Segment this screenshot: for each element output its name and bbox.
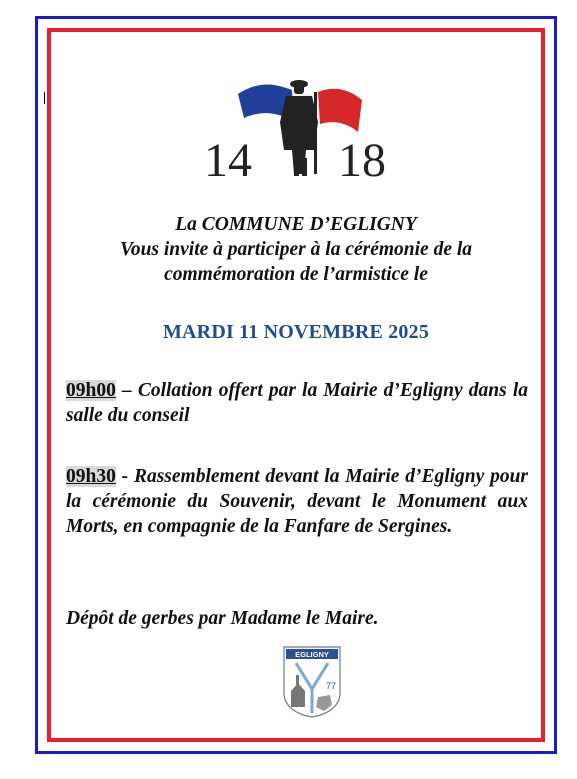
egligny-coat-of-arms-logo xyxy=(282,645,342,719)
event-date: MARDI 11 NOVEMBRE 2025 xyxy=(162,321,430,343)
event-separator-1: – xyxy=(115,380,138,401)
year-left: 14 xyxy=(204,134,252,182)
heading-line-3: commémoration de l’armistice le xyxy=(164,264,428,285)
armistice-1418-emblem xyxy=(202,74,398,182)
text-cursor xyxy=(44,92,45,104)
event-item-2 xyxy=(66,464,528,539)
logo-number: 77 xyxy=(326,681,337,691)
heading-line-1: La COMMUNE D’EGLIGNY xyxy=(175,214,417,235)
heading-line-2: Vous invite à participer à la cérémonie de la xyxy=(119,239,473,260)
event-separator-2: - xyxy=(115,466,134,487)
invitation-heading xyxy=(66,212,526,287)
closing-note: Dépôt de gerbes par Madame le Maire. xyxy=(66,608,379,629)
logo-name: EGLIGNY xyxy=(295,650,329,659)
event-item-1 xyxy=(66,378,528,428)
year-right: 18 xyxy=(338,134,386,182)
event-time-1: 09h00 xyxy=(66,380,116,401)
event-text-2: Rassemblement devant la Mairie d’Egligny pour la cérémonie du Souvenir, devant le Monument aux Morts, en compagnie de la Fanfare de Sergines. xyxy=(66,466,529,537)
event-time-2: 09h30 xyxy=(66,466,116,487)
event-text-1: Collation offert par la Mairie d’Egligny dans la salle du conseil xyxy=(66,380,528,426)
